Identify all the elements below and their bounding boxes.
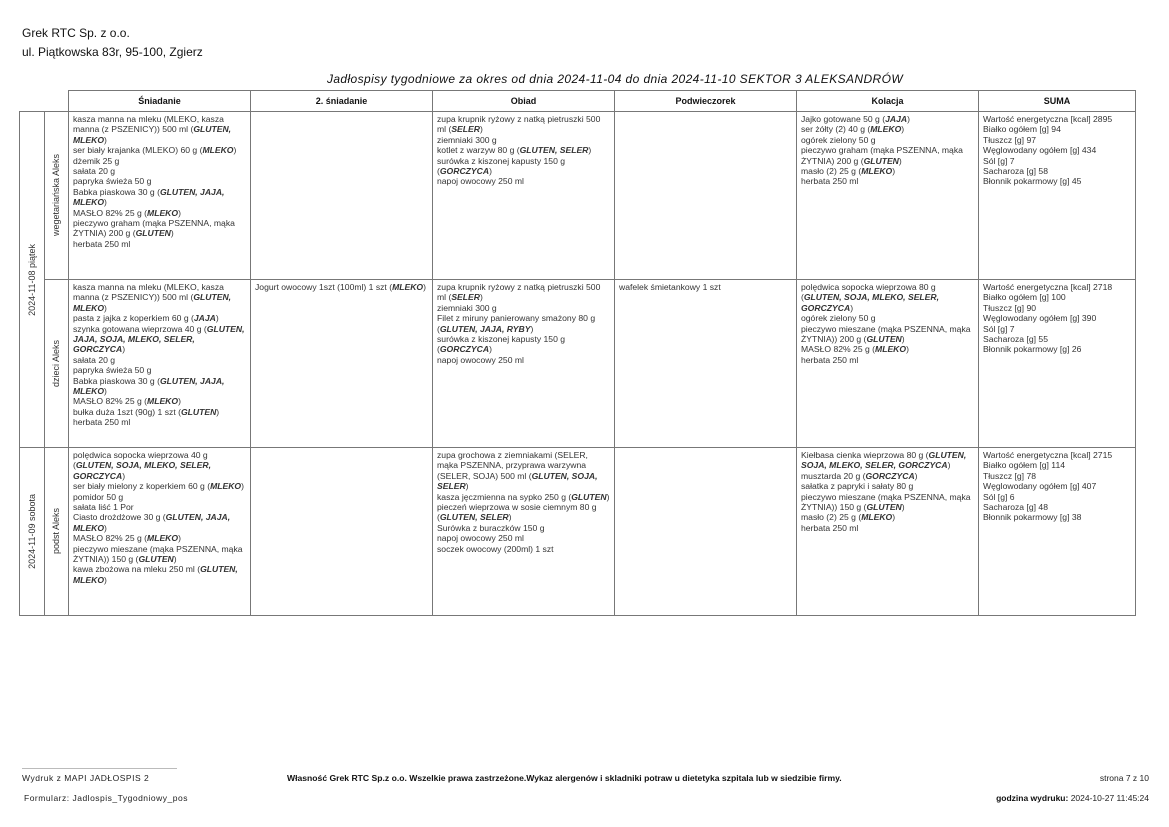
company-header (22, 24, 203, 62)
allergen-label: GLUTEN, MLEKO (73, 292, 232, 313)
nutrition-summary-cell (979, 448, 1136, 616)
meal-item: herbata 250 ml (73, 238, 131, 249)
meal-item: zupa krupnik ryżowy z natką pietruszki 500 ml (SELER) (437, 282, 601, 303)
meal-item: Tłuszcz [g] 90 (983, 302, 1037, 313)
allergen-label: MLEKO (147, 207, 179, 218)
allergen-label: GLUTEN, SOJA, MLEKO, SELER, GORCZYCA (801, 450, 967, 471)
allergen-label: MLEKO (147, 533, 179, 544)
diet-name: dzieci Aleks (51, 339, 62, 388)
col-header-obiad: Obiad (433, 91, 615, 112)
meal-item: pieczywo mieszane (mąka PSZENNA, mąka ŻYTNIA)) 200 g (GLUTEN) (801, 323, 971, 345)
meal-item: Sól [g] 6 (983, 491, 1015, 502)
footer-printout: Wydruk z MAPI JADŁOSPIS 2 (22, 773, 150, 783)
meal-item: Babka piaskowa 30 g (GLUTEN, JAJA, MLEKO) (73, 186, 225, 208)
allergen-label: MLEKO (875, 344, 907, 355)
meal-cell (251, 112, 433, 280)
meal-cell (797, 280, 979, 448)
meal-item: kotlet z warzyw 80 g (GLUTEN, SELER) (437, 145, 592, 156)
meal-item: Sacharoza [g] 48 (983, 502, 1048, 513)
diet-name: podst Aleks (51, 508, 62, 555)
allergen-label: GORCZYCA (865, 470, 915, 481)
meal-item: Filet z miruny panierowany smażony 80 g (GLUTEN, JAJA, RYBY) (437, 313, 596, 334)
meal-item: ser biały krajanka (MLEKO) 60 g (MLEKO) (73, 145, 237, 156)
allergen-label: GLUTEN, JAJA, MLEKO (73, 375, 225, 397)
allergen-label: GLUTEN, MLEKO (73, 124, 232, 145)
meal-item: Sacharoza [g] 55 (983, 334, 1048, 345)
allergen-label: MLEKO (861, 166, 893, 177)
col-header-2-sniadanie: 2. śniadanie (251, 91, 433, 112)
meal-item: kasza manna na mleku (MLEKO, kasza manna (z PSZENICY)) 500 ml (GLUTEN, MLEKO) (73, 282, 232, 313)
allergen-label: SELER (451, 124, 480, 135)
header-row (20, 91, 1136, 112)
meal-item: musztarda 20 g (GORCZYCA) (801, 470, 918, 481)
meal-item: ogórek zielony 50 g (801, 134, 876, 145)
allergen-label: GLUTEN, SELER (439, 512, 509, 523)
meal-item: Błonnik pokarmowy [g] 38 (983, 512, 1082, 523)
meal-item: Jajko gotowane 50 g (JAJA) (801, 114, 910, 124)
meal-item: Sacharoza [g] 58 (983, 166, 1048, 177)
allergen-label: GLUTEN (866, 334, 902, 345)
day-date: 2024-11-08 piątek (26, 243, 37, 316)
meal-item: pieczywo mieszane (mąka PSZENNA, mąka ŻYTNIA)) 150 g (GLUTEN) (73, 543, 243, 565)
allergen-label: GLUTEN (135, 228, 171, 239)
meal-item: Sól [g] 7 (983, 323, 1015, 334)
company-address: ul. Piątkowska 83r, 95-100, Zgierz (22, 45, 203, 59)
meal-item: MASŁO 82% 25 g (MLEKO) (73, 533, 181, 544)
meal-item: ser biały mielony z koperkiem 60 g (MLEKO) (73, 481, 244, 492)
allergen-label: JAJA (885, 114, 908, 124)
print-time-label: godzina wydruku: (996, 793, 1069, 803)
meal-item: Sól [g] 7 (983, 155, 1015, 166)
meal-item: Wartość energetyczna [kcal] 2715 (983, 450, 1113, 460)
meal-item: polędwica sopocka wieprzowa 40 g (GLUTEN, SOJA, MLEKO, SELER, GORCZYCA) (73, 450, 211, 481)
table-row (20, 112, 1136, 280)
meal-cell (69, 448, 251, 616)
meal-cell (251, 280, 433, 448)
meal-cell (797, 448, 979, 616)
meal-item: Babka piaskowa 30 g (GLUTEN, JAJA, MLEKO) (73, 375, 225, 397)
meal-item: ziemniaki 300 g (437, 302, 497, 313)
col-header-podwieczorek: Podwieczorek (615, 91, 797, 112)
meal-item: ser żółty (2) 40 g (MLEKO) (801, 124, 905, 135)
allergen-label: GLUTEN (138, 554, 174, 565)
meal-cell (433, 112, 615, 280)
meal-cell (615, 280, 797, 448)
meal-cell (69, 112, 251, 280)
meal-item: Białko ogółem [g] 100 (983, 292, 1066, 303)
meal-item: Ciasto drożdżowe 30 g (GLUTEN, JAJA, MLEKO) (73, 512, 231, 533)
footer-print-time (996, 793, 1149, 803)
meal-item: pieczywo mieszane (mąka PSZENNA, mąka ŻYTNIA)) 150 g (GLUTEN) (801, 491, 971, 513)
meal-item: zupa grochowa z ziemniakami (SELER, mąka PSZENNA, przyprawa warzywna (SELER, SOJA) 500 ml (GLUTEN, SOJA, SELER) (437, 450, 598, 492)
meal-item: Kiełbasa cienka wieprzowa 80 g (GLUTEN, SOJA, MLEKO, SELER, GORCZYCA) (801, 450, 967, 471)
meal-cell (251, 448, 433, 616)
meal-item: MASŁO 82% 25 g (MLEKO) (801, 344, 909, 355)
meal-item: szynka gotowana wieprzowa 40 g (GLUTEN, JAJA, SOJA, MLEKO, SELER, GORCZYCA) (73, 323, 245, 355)
diet-name: wegetariańska Aleks (51, 154, 62, 237)
meal-item: soczek owocowy (200ml) 1 szt (437, 543, 554, 554)
meal-item: surówka z kiszonej kapusty 150 g (GORCZYCA) (437, 334, 566, 355)
meal-item: napoj owocowy 250 ml (437, 533, 524, 544)
nutrition-summary-cell (979, 280, 1136, 448)
allergen-label: GORCZYCA (439, 166, 490, 177)
meal-cell (433, 280, 615, 448)
meal-item: Błonnik pokarmowy [g] 45 (983, 176, 1082, 187)
meal-item: papryka świeża 50 g (73, 365, 152, 376)
allergen-label: GLUTEN (863, 155, 899, 166)
meal-item: pasta z jajka z koperkiem 60 g (JAJA) (73, 313, 219, 324)
meal-item: polędwica sopocka wieprzowa 80 g (GLUTEN, SOJA, MLEKO, SELER, GORCZYCA) (801, 282, 939, 313)
footer-ownership-note: Własność Grek RTC Sp.z o.o. Wszelkie prawa zastrzeżone.Wykaz alergenów i skladniki potraw u dietetyka szpitala lub w siedzibie firmy. (287, 773, 842, 783)
document-title: Jadłospisy tygodniowe za okres od dnia 2024-11-04 do dnia 2024-11-10 SEKTOR 3 ALEKSANDRÓW (326, 72, 904, 86)
meal-item: sałata 20 g (73, 166, 116, 177)
meal-item: Węglowodany ogółem [g] 390 (983, 313, 1097, 324)
meal-item: napoj owocowy 250 ml (437, 354, 524, 365)
meal-item: Błonnik pokarmowy [g] 26 (983, 344, 1082, 355)
meal-item: surówka z kiszonej kapusty 150 g (GORCZYCA) (437, 155, 566, 177)
company-name: Grek RTC Sp. z o.o. (22, 26, 130, 40)
menu-table (19, 90, 1136, 616)
meal-item: zupa krupnik ryżowy z natką pietruszki 500 ml (SELER) (437, 114, 601, 135)
meal-item: pieczywo graham (mąka PSZENNA, mąka ŻYTNIA) 200 g (GLUTEN) (73, 218, 235, 239)
allergen-label: GLUTEN, JAJA, MLEKO (73, 512, 231, 533)
meal-item: wafelek śmietankowy 1 szt (619, 282, 721, 292)
meal-cell (615, 448, 797, 616)
meal-cell (433, 448, 615, 616)
meal-item: masło (2) 25 g (MLEKO) (801, 166, 896, 177)
meal-item: herbata 250 ml (801, 522, 859, 533)
meal-cell (615, 112, 797, 280)
meal-item: sałata 20 g (73, 354, 116, 365)
meal-item: pieczeń wieprzowa w sosie ciemnym 80 g (GLUTEN, SELER) (437, 502, 597, 523)
footer-page-number: strona 7 z 10 (1099, 773, 1149, 783)
col-header-sniadanie: Śniadanie (69, 91, 251, 112)
allergen-label: MLEKO (870, 124, 902, 135)
meal-item: MASŁO 82% 25 g (MLEKO) (73, 207, 181, 218)
meal-item: Surówka z buraczków 150 g (437, 522, 545, 533)
meal-item: kawa zbożowa na mleku 250 ml (GLUTEN, MLEKO) (73, 564, 238, 585)
meal-item: ziemniaki 300 g (437, 134, 497, 145)
day-date-cell (20, 448, 45, 616)
meal-item: kasza manna na mleku (MLEKO, kasza manna (z PSZENICY)) 500 ml (GLUTEN, MLEKO) (73, 114, 232, 145)
allergen-label: GLUTEN, JAJA, SOJA, MLEKO, SELER, GORCZYCA (73, 323, 245, 355)
allergen-label: GLUTEN, JAJA, MLEKO (73, 186, 225, 208)
col-header-suma: SUMA (979, 91, 1136, 112)
meal-item: Białko ogółem [g] 94 (983, 124, 1061, 135)
allergen-label: GLUTEN, SELER (519, 145, 589, 156)
allergen-label: GLUTEN (571, 491, 607, 502)
meal-item: pomidor 50 g (73, 491, 124, 502)
allergen-label: MLEKO (202, 145, 234, 156)
footer-form: Formularz: Jadlospis_Tygodniowy_pos (24, 793, 188, 803)
meal-item: pieczywo graham (mąka PSZENNA, mąka ŻYTNIA) 200 g (GLUTEN) (801, 145, 963, 166)
meal-cell (797, 112, 979, 280)
meal-item: masło (2) 25 g (MLEKO) (801, 512, 896, 523)
meal-item: Tłuszcz [g] 97 (983, 134, 1037, 145)
allergen-label: JAJA (193, 313, 216, 324)
table-row (20, 280, 1136, 448)
meal-item: papryka świeża 50 g (73, 176, 152, 187)
meal-item: napoj owocowy 250 ml (437, 176, 524, 187)
allergen-label: GORCZYCA (439, 344, 490, 355)
meal-item: herbata 250 ml (801, 354, 859, 365)
allergen-label: GLUTEN, MLEKO (73, 564, 238, 585)
table-row (20, 448, 1136, 616)
meal-item: herbata 250 ml (73, 417, 131, 428)
allergen-label: MLEKO (861, 512, 893, 523)
meal-item: bułka duża 1szt (90g) 1 szt (GLUTEN) (73, 406, 220, 417)
col-header-kolacja: Kolacja (797, 91, 979, 112)
meal-item: Jogurt owocowy 1szt (100ml) 1 szt (MLEKO) (255, 282, 426, 292)
meal-item: sałatka z papryki i sałaty 80 g (801, 481, 914, 492)
meal-item: kasza jęczmienna na sypko 250 g (GLUTEN) (437, 491, 610, 502)
meal-item: MASŁO 82% 25 g (MLEKO) (73, 396, 181, 407)
day-date-cell (20, 112, 45, 448)
diet-name-cell (45, 280, 69, 448)
meal-cell (69, 280, 251, 448)
meal-item: Wartość energetyczna [kcal] 2718 (983, 282, 1113, 292)
allergen-label: GLUTEN, JAJA, RYBY (439, 323, 531, 334)
meal-item: ogórek zielony 50 g (801, 313, 876, 324)
diet-name-cell (45, 112, 69, 280)
footer-divider (22, 768, 177, 769)
meal-item: Białko ogółem [g] 114 (983, 460, 1066, 471)
nutrition-summary-cell (979, 112, 1136, 280)
allergen-label: GLUTEN (866, 502, 902, 513)
meal-item: dżemik 25 g (73, 155, 120, 166)
diet-name-cell (45, 448, 69, 616)
day-date: 2024-11-09 sobota (26, 494, 37, 569)
meal-item: Tłuszcz [g] 78 (983, 470, 1037, 481)
meal-item: Węglowodany ogółem [g] 407 (983, 481, 1097, 492)
meal-item: sałata liść 1 Por (73, 502, 134, 513)
allergen-label: MLEKO (392, 282, 424, 292)
allergen-label: GLUTEN, SOJA, MLEKO, SELER, GORCZYCA (73, 460, 211, 481)
meal-item: Wartość energetyczna [kcal] 2895 (983, 114, 1113, 124)
print-time-value: 2024-10-27 11:45:24 (1070, 793, 1149, 803)
allergen-label: GLUTEN (180, 406, 217, 417)
allergen-label: SELER (451, 292, 480, 303)
meal-item: herbata 250 ml (801, 176, 859, 187)
allergen-label: GLUTEN, SOJA, SELER (437, 470, 598, 492)
allergen-label: MLEKO (147, 396, 179, 407)
allergen-label: GLUTEN, SOJA, MLEKO, SELER, GORCZYCA (801, 292, 939, 313)
allergen-label: MLEKO (210, 481, 242, 492)
meal-item: Węglowodany ogółem [g] 434 (983, 145, 1097, 156)
